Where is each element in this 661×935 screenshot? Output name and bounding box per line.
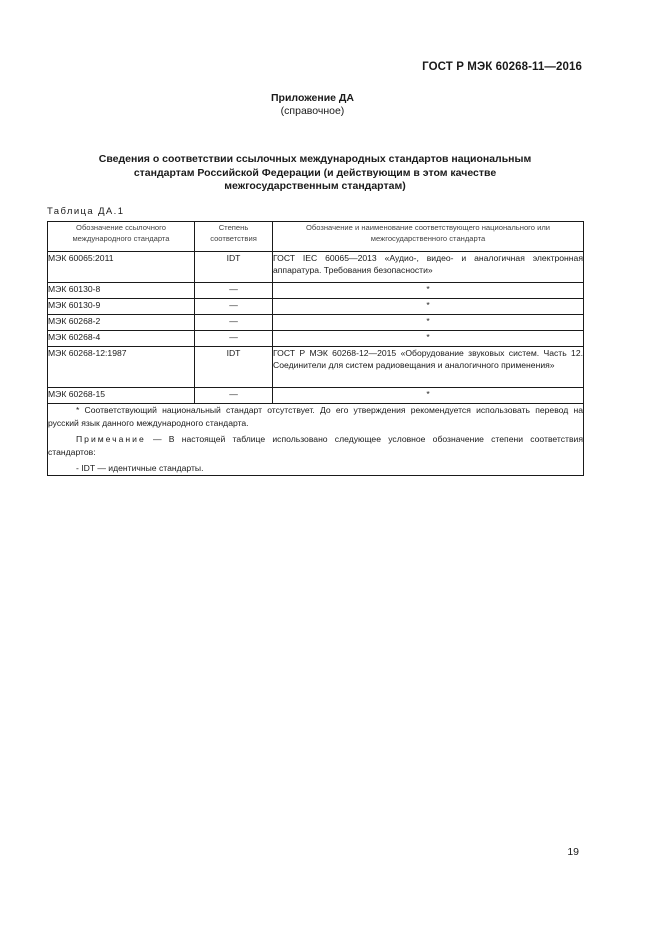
degree-cell: — — [195, 283, 273, 299]
reference-cell: МЭК 60130-9 — [48, 299, 195, 315]
reference-cell: МЭК 60268-4 — [48, 331, 195, 347]
note-item: - IDT — идентичные стандарты. — [76, 463, 204, 473]
note — [48, 433, 583, 458]
heading-line-3: межгосударственным стандартам) — [224, 180, 406, 192]
table-notes — [48, 404, 584, 476]
national-cell: * — [273, 299, 584, 315]
reference-cell: МЭК 60268-2 — [48, 315, 195, 331]
header-reference-standard: Обозначение ссылочного международного стандарта — [48, 222, 195, 252]
table-row — [48, 252, 584, 283]
table-row — [48, 315, 584, 331]
annex-subtitle: (справочное) — [280, 105, 345, 117]
footnote: * Соответствующий национальный стандарт отсутствует. До его утверждения рекомендуется использовать перевод на русский язык данного международного стандарта. — [48, 405, 583, 428]
document-code: ГОСТ Р МЭК 60268-11—2016 — [422, 61, 582, 73]
table-header-row — [48, 222, 584, 252]
section-heading — [80, 153, 550, 194]
correspondence-table — [47, 221, 584, 476]
national-cell: ГОСТ IEC 60065—2013 «Аудио-, видео- и аналогичная электронная аппаратура. Требования безопасности» — [273, 252, 584, 283]
national-cell: * — [273, 388, 584, 404]
table-row — [48, 299, 584, 315]
heading-line-2: стандартам Российской Федерации (и действующим в этом качестве — [133, 166, 497, 179]
page-number: 19 — [567, 846, 579, 858]
heading-line-1: Сведения о соответствии ссылочных международных стандартов национальным — [98, 153, 532, 165]
table-row — [48, 283, 584, 299]
table-row — [48, 331, 584, 347]
degree-cell: — — [195, 299, 273, 315]
annex-title-block — [0, 92, 625, 118]
national-cell: * — [273, 283, 584, 299]
note-label: Примечание — [76, 434, 146, 444]
degree-cell: IDT — [195, 347, 273, 388]
degree-cell: IDT — [195, 252, 273, 283]
reference-cell: МЭК 60065:2011 — [48, 252, 195, 283]
reference-cell: МЭК 60268-12:1987 — [48, 347, 195, 388]
national-cell: * — [273, 315, 584, 331]
national-cell: * — [273, 331, 584, 347]
header-national-standard: Обозначение и наименование соответствующего национального или межгосударственного стандарта — [273, 222, 584, 252]
degree-cell: — — [195, 331, 273, 347]
table-notes-row — [48, 404, 584, 476]
table-label: Таблица ДА.1 — [47, 206, 125, 217]
reference-cell: МЭК 60268-15 — [48, 388, 195, 404]
table-row — [48, 347, 584, 388]
degree-cell: — — [195, 388, 273, 404]
reference-cell: МЭК 60130-8 — [48, 283, 195, 299]
table-row — [48, 388, 584, 404]
note-text: — В настоящей таблице использовано следующее условное обозначение степени соответствия стандартов: — [48, 434, 583, 457]
degree-cell: — — [195, 315, 273, 331]
header-degree: Степень соответствия — [195, 222, 273, 252]
national-cell: ГОСТ Р МЭК 60268-12—2015 «Оборудование звуковых систем. Часть 12. Соединители для систем радиовещания и аналогичного применения» — [273, 347, 584, 388]
annex-title: Приложение ДА — [271, 92, 354, 104]
